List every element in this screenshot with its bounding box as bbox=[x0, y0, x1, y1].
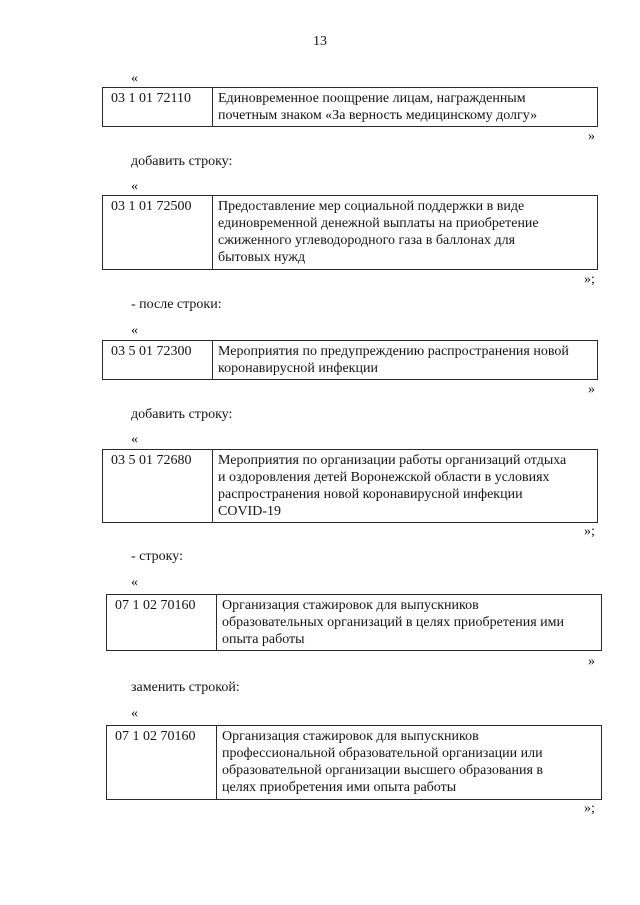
description-line: распространения новой коронавирусной инфекции bbox=[218, 487, 523, 502]
table-row bbox=[102, 87, 598, 127]
table-row bbox=[102, 449, 598, 523]
description-line: и оздоровления детей Воронежской области в условиях bbox=[218, 470, 550, 485]
description-line: COVID-19 bbox=[218, 504, 281, 519]
closing-quote: » bbox=[588, 654, 595, 669]
instruction-replace-with: заменить строкой: bbox=[131, 680, 240, 695]
description-line: образовательной организации высшего образования в bbox=[222, 763, 543, 778]
row-description bbox=[213, 196, 597, 269]
closing-quote: »; bbox=[584, 801, 595, 816]
instruction-add-row: добавить строку: bbox=[131, 154, 233, 169]
row-code: 07 1 02 70160 bbox=[107, 726, 217, 799]
row-code: 03 1 01 72110 bbox=[103, 88, 213, 126]
closing-quote: » bbox=[588, 129, 595, 144]
description-line: Единовременное поощрение лицам, награжденным bbox=[218, 91, 526, 106]
description-line: Мероприятия по организации работы организаций отдыха bbox=[218, 453, 567, 468]
opening-quote: « bbox=[131, 706, 138, 721]
opening-quote: « bbox=[131, 179, 138, 194]
row-description bbox=[213, 450, 597, 522]
description-line: Организация стажировок для выпускников bbox=[222, 598, 479, 613]
description-line: целях приобретения ими опыта работы bbox=[222, 780, 457, 795]
description-line: профессиональной образовательной организации или bbox=[222, 746, 543, 761]
description-line: Мероприятия по предупреждению распространения новой bbox=[218, 344, 569, 359]
row-description bbox=[217, 595, 601, 650]
description-line: опыта работы bbox=[222, 632, 305, 647]
description-line: коронавирусной инфекции bbox=[218, 361, 378, 376]
closing-quote: »; bbox=[584, 272, 595, 287]
opening-quote: « bbox=[131, 323, 138, 338]
row-code: 07 1 02 70160 bbox=[107, 595, 217, 650]
instruction-after-row: - после строки: bbox=[131, 297, 222, 312]
table-row bbox=[102, 195, 598, 270]
row-code: 03 5 01 72680 bbox=[103, 450, 213, 522]
table-row bbox=[106, 725, 602, 800]
description-line: почетным знаком «За верность медицинскому долгу» bbox=[218, 108, 538, 123]
table-row bbox=[102, 340, 598, 380]
row-description bbox=[213, 88, 597, 126]
description-line: единовременной денежной выплаты на приобретение bbox=[218, 216, 539, 231]
description-line: Предоставление мер социальной поддержки в виде bbox=[218, 199, 525, 214]
row-code: 03 1 01 72500 bbox=[103, 196, 213, 269]
instruction-row: - строку: bbox=[131, 549, 183, 564]
description-line: Организация стажировок для выпускников bbox=[222, 729, 479, 744]
row-code: 03 5 01 72300 bbox=[103, 341, 213, 379]
description-line: бытовых нужд bbox=[218, 250, 306, 265]
page-number: 13 bbox=[313, 34, 327, 49]
description-line: сжиженного углеводородного газа в баллонах для bbox=[218, 233, 516, 248]
closing-quote: » bbox=[588, 382, 595, 397]
row-description bbox=[213, 341, 597, 379]
opening-quote: « bbox=[131, 71, 138, 86]
description-line: образовательных организаций в целях приобретения ими bbox=[222, 615, 564, 630]
opening-quote: « bbox=[131, 432, 138, 447]
row-description bbox=[217, 726, 601, 799]
instruction-add-row: добавить строку: bbox=[131, 407, 233, 422]
opening-quote: « bbox=[131, 575, 138, 590]
table-row bbox=[106, 594, 602, 651]
closing-quote: »; bbox=[584, 524, 595, 539]
